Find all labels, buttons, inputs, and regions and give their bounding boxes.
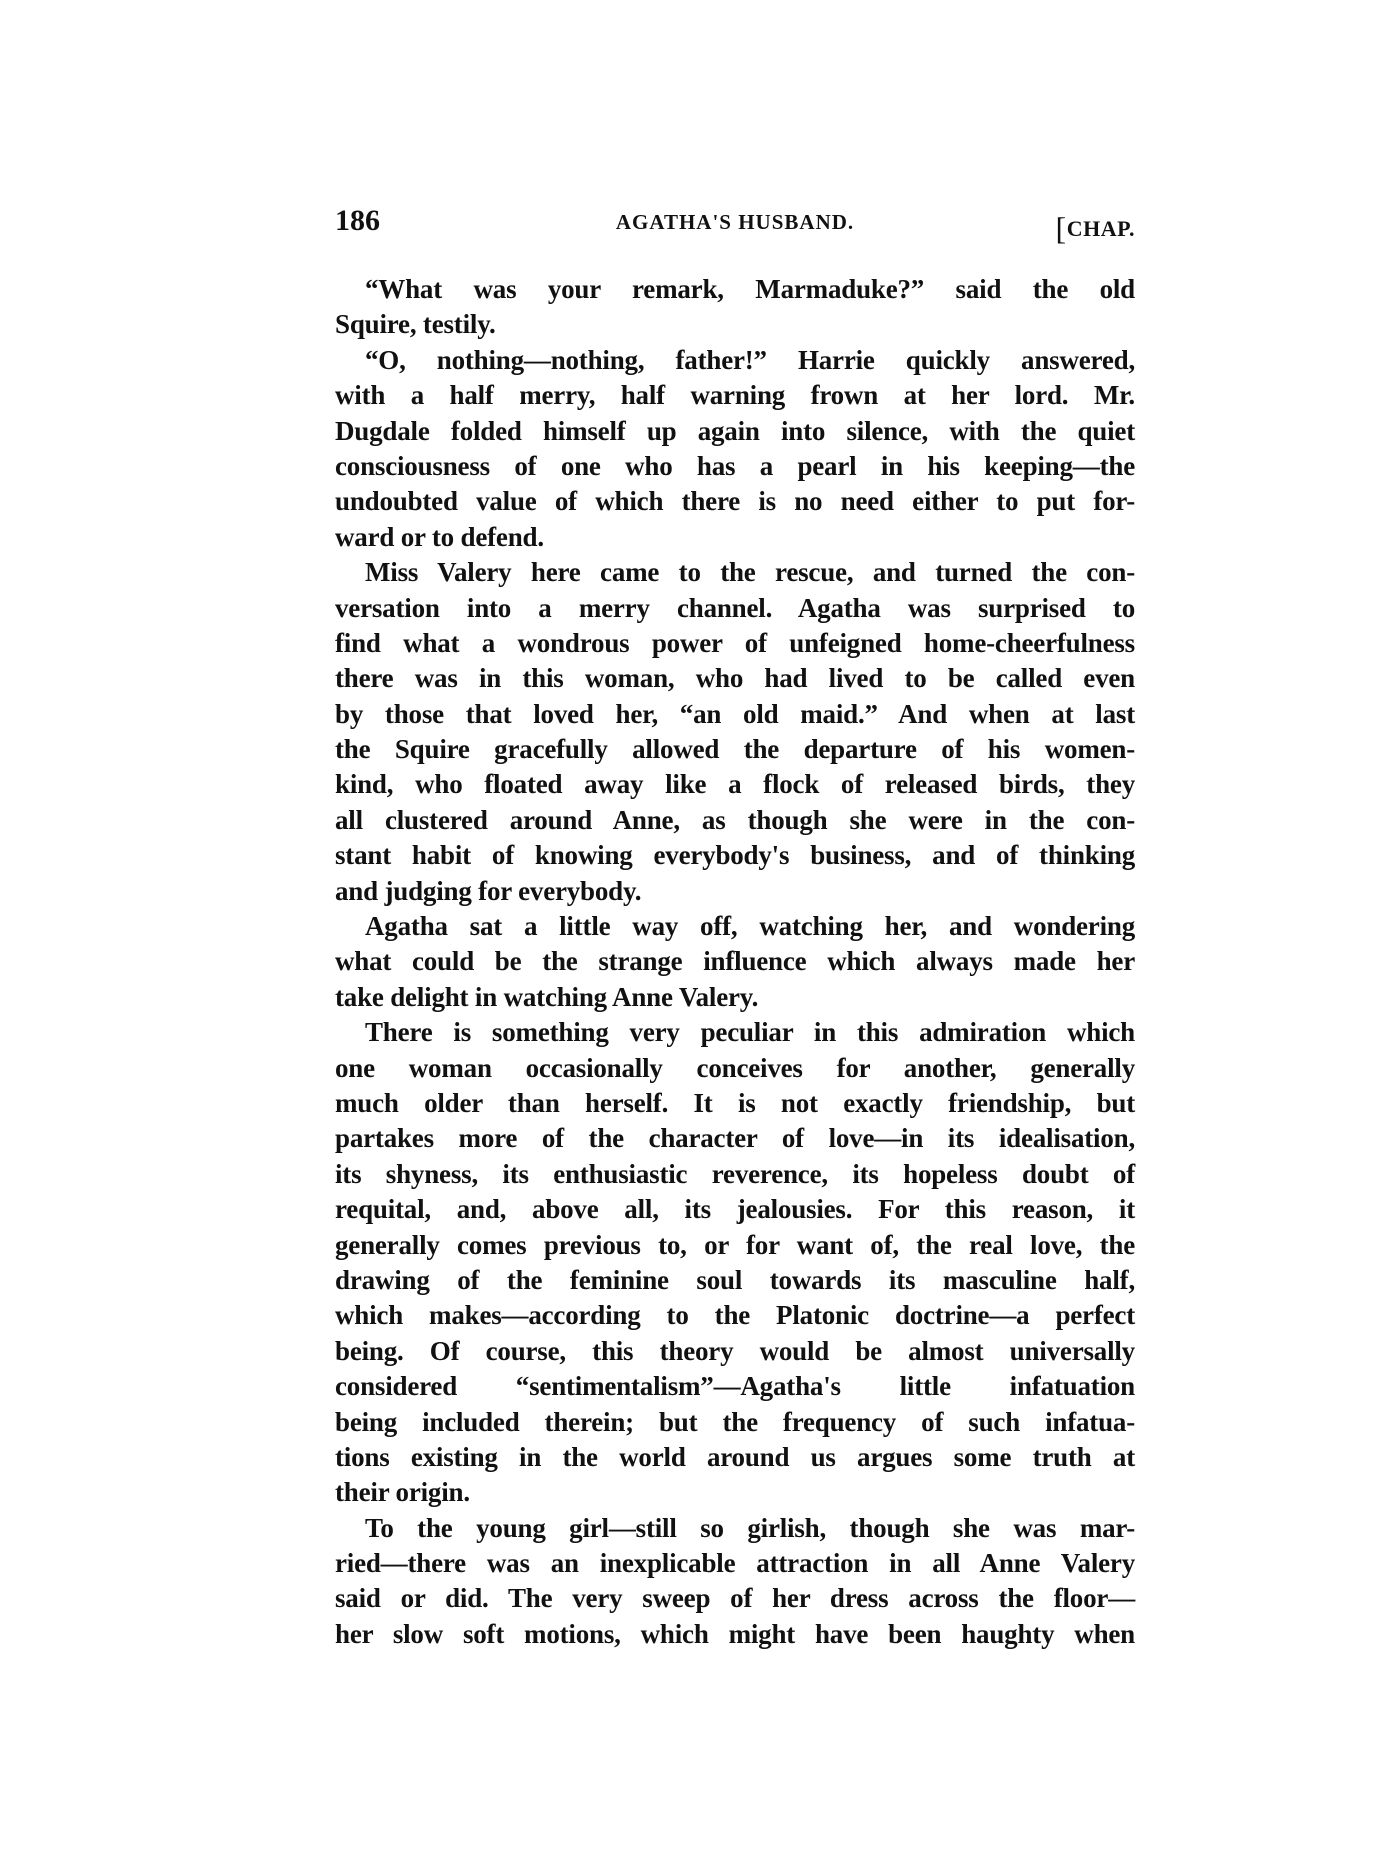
text-line: requital, and, above all, its jealousies. For this reason, it — [335, 1194, 1135, 1225]
paragraph — [335, 909, 1135, 1015]
text-line: There is something very peculiar in this admiration which — [365, 1017, 1135, 1048]
text-line: take delight in watching Anne Valery. — [335, 981, 759, 1012]
text-line: the Squire gracefully allowed the departure of his women- — [335, 734, 1135, 765]
text-line: consciousness of one who has a pearl in his keeping—the — [335, 450, 1135, 481]
text-line: To the young girl—still so girlish, though she was mar- — [365, 1512, 1135, 1543]
text-line: Dugdale folded himself up again into silence, with the quiet — [335, 415, 1135, 446]
text-line: all clustered around Anne, as though she were in the con- — [335, 804, 1135, 835]
chapter-label: CHAP. — [1066, 216, 1135, 241]
page-number: 186 — [335, 204, 380, 237]
text-line: Squire, testily. — [335, 309, 496, 340]
running-header — [335, 204, 1135, 244]
text-line: considered “sentimentalism”—Agatha's little infatuation — [335, 1371, 1135, 1402]
text-line: said or did. The very sweep of her dress across the floor— — [335, 1583, 1135, 1614]
text-line: find what a wondrous power of unfeigned home-cheerfulness — [335, 627, 1135, 658]
paragraph — [335, 555, 1135, 909]
body-text — [335, 272, 1135, 1652]
text-line: Miss Valery here came to the rescue, and turned the con- — [365, 557, 1135, 588]
text-line: undoubted value of which there is no need either to put for- — [335, 486, 1135, 517]
text-line: by those that loved her, “an old maid.” And when at last — [335, 698, 1135, 729]
text-line: “What was your remark, Marmaduke?” said the old — [365, 274, 1135, 304]
text-line: her slow soft motions, which might have been haughty when — [335, 1618, 1135, 1649]
text-line: stant habit of knowing everybody's business, and of thinking — [335, 840, 1135, 871]
paragraph — [335, 272, 1135, 343]
text-line: tions existing in the world around us argues some truth at — [335, 1441, 1135, 1472]
paragraph — [335, 343, 1135, 555]
bracket: [ — [1055, 210, 1067, 246]
text-line: versation into a merry channel. Agatha was surprised to — [335, 592, 1135, 623]
text-line: with a half merry, half warning frown at her lord. Mr. — [335, 380, 1135, 411]
paragraph — [335, 1015, 1135, 1510]
text-line: its shyness, its enthusiastic reverence, its hopeless doubt of — [335, 1158, 1135, 1189]
chapter-marker — [1056, 207, 1135, 244]
text-line: there was in this woman, who had lived to be called even — [335, 663, 1135, 694]
paragraph — [335, 1511, 1135, 1653]
text-line: much older than herself. It is not exactly friendship, but — [335, 1087, 1135, 1118]
text-line: generally comes previous to, or for want of, the real love, the — [335, 1229, 1135, 1260]
text-line: kind, who floated away like a flock of released birds, they — [335, 769, 1135, 800]
text-line: ried—there was an inexplicable attraction in all Anne Valery — [335, 1548, 1135, 1579]
text-line: and judging for everybody. — [335, 875, 642, 906]
text-line: partakes more of the character of love—in its idealisation, — [335, 1123, 1135, 1154]
text-line: being included therein; but the frequency of such infatua- — [335, 1406, 1135, 1437]
text-line: being. Of course, this theory would be almost universally — [335, 1335, 1135, 1366]
text-line: their origin. — [335, 1477, 470, 1508]
text-line: what could be the strange influence which always made her — [335, 946, 1135, 977]
text-line: one woman occasionally conceives for another, generally — [335, 1052, 1135, 1083]
text-line: Agatha sat a little way off, watching her, and wondering — [365, 911, 1135, 942]
text-line: which makes—according to the Platonic doctrine—a perfect — [335, 1300, 1135, 1331]
text-line: “O, nothing—nothing, father!” Harrie quickly answered, — [365, 344, 1135, 375]
text-line: ward or to defend. — [335, 521, 544, 552]
text-line: drawing of the feminine soul towards its masculine half, — [335, 1264, 1135, 1295]
running-title: AGATHA'S HUSBAND. — [615, 210, 855, 234]
